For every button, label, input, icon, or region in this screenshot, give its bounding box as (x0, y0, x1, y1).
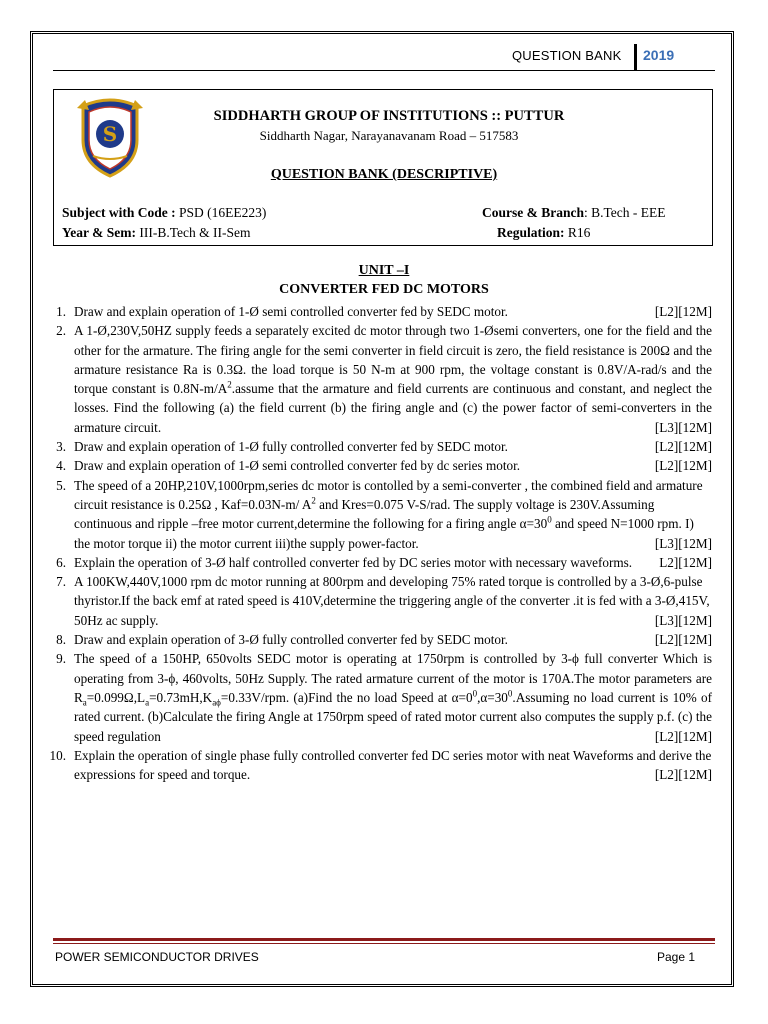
footer-page-number: Page 1 (657, 950, 696, 964)
question-text: The speed of a 20HP,210V,1000rpm,series dc motor is contolled by a semi-converter , the combined field and armature circuit resistance is 0.25Ω , Kaf=0.03N-m/ A (74, 477, 703, 512)
superscript: 2 (227, 379, 232, 390)
question-text: The speed of a 150HP, 650volts SEDC motor is operating at 1750rpm is controlled by 3-ϕ full converter Which is operating from 3-ϕ, 460volts, 50Hz Supply. The rated armature current of the motor is 170A.The motor parameters are R (74, 651, 712, 705)
subscript: aϕ (212, 697, 221, 708)
superscript: 0 (507, 688, 513, 699)
year-line (62, 225, 251, 241)
question-item (40, 456, 712, 475)
question-text: Draw and explain operation of 1-Ø semi controlled converter fed by dc series motor. (74, 458, 521, 474)
course-value: : B.Tech - EEE (584, 205, 666, 220)
question-text: and Kres=0.075 V-S/rad. The supply voltage is 230V.Assuming continuous and ripple –free motor current,determine the following for a firing angle α=30 (74, 496, 655, 532)
course-label: Course & Branch (482, 205, 584, 220)
question-text: Draw and explain operation of 1-Ø semi controlled converter fed by SEDC motor. (74, 304, 508, 319)
question-text: Explain the operation of single phase fully controlled converter fed DC series motor with neat Waveforms and derive the expressions for speed and torque. (74, 747, 712, 783)
subject-line (62, 205, 266, 221)
subject-value: PSD (16EE223) (179, 205, 267, 220)
year-value: III-B.Tech & II-Sem (139, 225, 251, 240)
header-label: QUESTION BANK (512, 48, 622, 63)
question-number: 2. (56, 323, 66, 339)
question-text: =0.33V/rpm. (a)Find the no load Speed at α=0 (220, 689, 473, 705)
regulation-label: Regulation: (497, 225, 565, 240)
question-item (40, 630, 712, 649)
unit-subtitle: CONVERTER FED DC MOTORS (279, 282, 489, 297)
question-number: 10. (49, 747, 66, 763)
question-text: =0.099Ω,L (86, 689, 146, 705)
course-line (482, 205, 666, 221)
header-separator (634, 44, 637, 70)
question-number: 4. (56, 458, 66, 474)
question-marks: [L2][12M] (654, 767, 712, 783)
question-item (40, 746, 712, 785)
superscript: 0 (472, 688, 478, 699)
question-text: A 100KW,440V,1000 rpm dc motor running at 800rpm and developing 75% rated torque is controlled by a 3-Ø,6-pulse thyristor.If the back emf at rated speed is 410V,determine the triggering angle of the converter .it is fed with a 3-Ø,415V, 50Hz ac supply. (74, 574, 710, 628)
question-item (40, 553, 712, 572)
header-rule (53, 70, 715, 71)
footer-course-name: POWER SEMICONDUCTOR DRIVES (55, 950, 259, 964)
regulation-line (497, 225, 590, 241)
question-number: 8. (56, 632, 66, 648)
question-marks: [L2][12M] (654, 304, 712, 319)
question-item (40, 321, 712, 437)
question-marks: [L3][12M] (654, 535, 712, 551)
document-title: QUESTION BANK (DESCRIPTIVE) (270, 167, 498, 182)
question-number: 3. (56, 439, 66, 455)
question-number: 9. (56, 651, 66, 667)
question-marks: [L2][12M] (654, 632, 712, 648)
question-item (40, 649, 712, 745)
question-item (40, 476, 712, 553)
question-number: 1. (56, 304, 66, 319)
question-marks: [L2][12M] (654, 728, 712, 744)
institution-name: SIDDHARTH GROUP OF INSTITUTIONS :: PUTTUR (213, 108, 565, 124)
question-item (40, 572, 712, 630)
question-marks: [L3][12M] (654, 419, 712, 435)
question-marks: [L2][12M] (654, 439, 712, 455)
institution-address: Siddharth Nagar, Narayanavanam Road – 517583 (259, 128, 519, 143)
question-list (40, 302, 712, 784)
question-item (40, 302, 712, 321)
question-text: Draw and explain operation of 1-Ø fully controlled converter fed by SEDC motor. (74, 439, 508, 455)
regulation-value: R16 (567, 225, 591, 240)
question-marks: L2][12M] (659, 554, 712, 570)
superscript: 2 (311, 495, 316, 506)
question-text: A 1-Ø,230V,50HZ supply feeds a separately excited dc motor through two 1-Øsemi converters, one for the field and the other for the armature. The firing angle for the semi converter in field circuit is zero, the field resistance is 200Ω and the armature resistance Ra is 0.3Ω. the load torque is 50 N-m at 900 rpm, the voltage constant is 0.8V/A-rad/s and the torque constant is 0.8N-m/A (74, 323, 712, 397)
question-text: ,α=30 (477, 689, 508, 705)
subscript: a (82, 697, 87, 708)
question-number: 5. (56, 477, 66, 493)
question-marks: [L2][12M] (654, 458, 712, 474)
question-text: Explain the operation of 3-Ø half controlled converter fed by DC series motor with necessary waveforms. (74, 554, 633, 570)
question-text: .assume that the armature and field currents are continuous and constant, and neglect the losses. Find the following (a) the field current (b) the firing angle and (c) the power factor of semi-converters in the armature circuit. (74, 381, 713, 435)
question-text: and speed N=1000 rpm. I) the motor torque ii) the motor current iii)the supply power-factor. (74, 516, 694, 551)
header-year: 2019 (643, 47, 675, 63)
question-text: .Assuming no load current is 10% of rated current. (b)Calculate the firing Angle at 1750rpm speed of rated motor current also computes the supply p.f. (c) the speed regulation (74, 689, 712, 744)
question-text: Draw and explain operation of 3-Ø fully controlled converter fed by SEDC motor. (74, 632, 508, 648)
superscript: 0 (547, 514, 552, 525)
subscript: a (145, 697, 150, 708)
unit-title: UNIT –I (358, 263, 410, 278)
svg-text:S: S (102, 122, 118, 146)
question-text: =0.73mH,K (149, 689, 213, 705)
footer-rule (53, 938, 715, 941)
question-marks: [L3][12M] (654, 612, 712, 628)
year-label: Year & Sem: (62, 225, 136, 240)
subject-label: Subject with Code : (62, 205, 176, 220)
footer-rule-thin (53, 943, 715, 944)
question-number: 6. (56, 554, 66, 570)
question-number: 7. (56, 574, 66, 590)
question-item (40, 437, 712, 456)
